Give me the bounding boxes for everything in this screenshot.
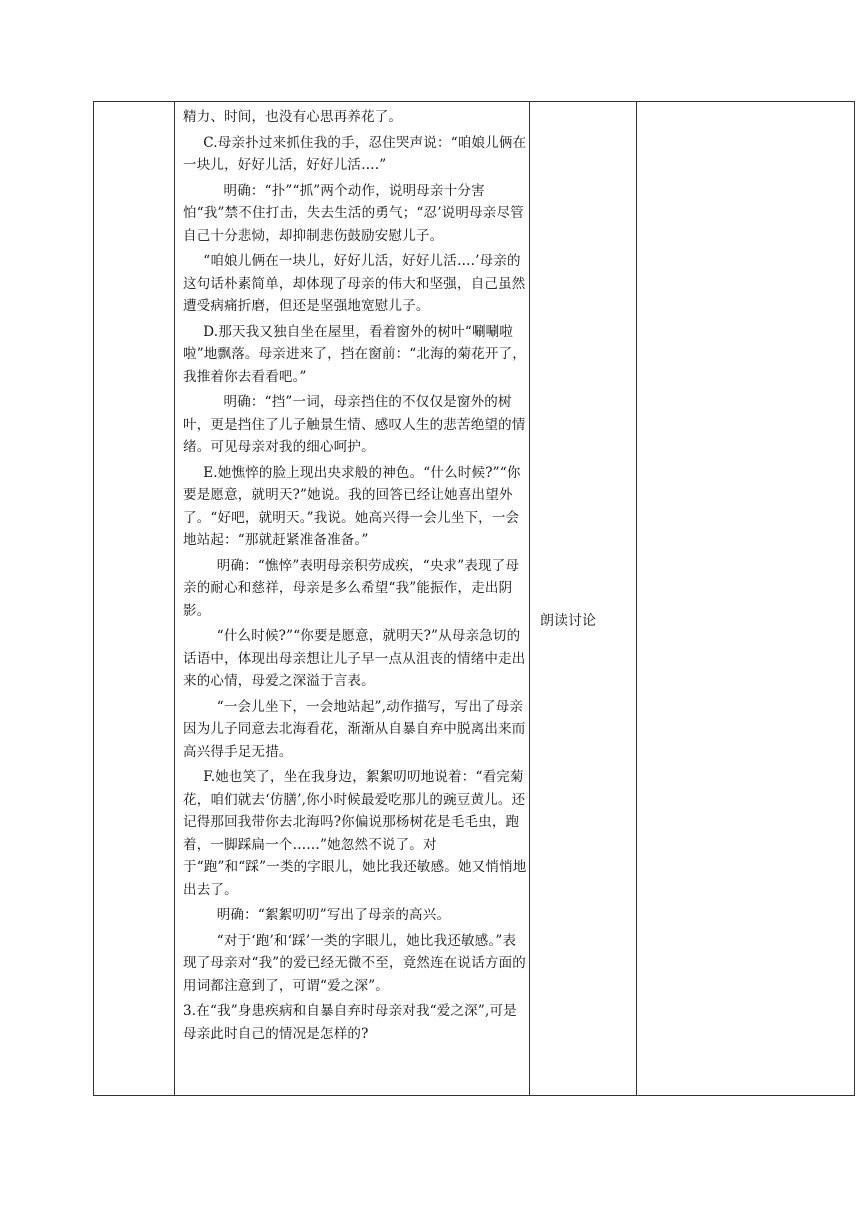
paragraph: 明确：“挡”一词，母亲挡住的不仅仅是窗外的树叶，更是挡住了儿子触景生情、感叹人生的悲苦绝望的情绪。可见母亲对我的细心呵护。 [183, 394, 526, 455]
paragraph: E.她憔悴的脸上现出央求般的神色。“什么时候?”“你要是愿意，就明天?”她说。我的回答已经让她喜出望外了。“好吧，就明天。”我说。她高兴得一会儿坐下，一会地站起：“那就赶紧准备准备。” [183, 464, 521, 548]
paragraph: D.那天我又独自坐在屋里，看着窗外的树叶“唰唰啦啦”地飘落。母亲进来了，挡在窗前：“北海的菊花开了，我推着你去看看吧。” [183, 323, 527, 385]
paragraph: “咱娘儿俩在一块儿，好好儿活，好好儿活….’母亲的这句话朴素简单，却体现了母亲的伟大和坚强，自己虽然遭受病痛折磨，但还是坚强地宽慰儿子。 [183, 253, 526, 314]
lesson-table [93, 101, 855, 1096]
content-body [175, 102, 529, 1045]
table-row [94, 102, 855, 1096]
content-cell [175, 102, 530, 1096]
paragraph: “一会儿坐下，一会地站起”,动作描写，写出了母亲因为儿子同意去北海看花，渐渐从自暴自弃中脱离出来而高兴得手足无措。 [183, 698, 526, 760]
paragraph: 3.在“我”身患疾病和自暴自弃时母亲对我“爱之深”,可是母亲此时自己的情况是怎样的? [183, 1003, 517, 1042]
paragraph: C.母亲扑过来抓住我的手，忍住哭声说：“咱娘儿俩在一块儿，好好儿活，好好儿活….” [183, 134, 527, 173]
activity-cell [530, 102, 637, 1096]
paragraph: 精力、时间，也没有心思再养花了。 [183, 109, 403, 125]
paragraph: 明确：“絮絮叨叨”写出了母亲的高兴。 [216, 907, 451, 923]
paragraph: 明确：“扑”“抓”两个动作，说明母亲十分害怕“我”禁不住打击，失去生活的勇气；“忍’说明母亲尽管自己十分悲恸，却抑制悲伤鼓励安慰儿子。 [183, 182, 524, 244]
paragraph: “对于‘跑’和‘踩’一类的字眼儿，她比我还敏感。”表现了母亲对“我”的爱已经无微不至，竟然连在说话方面的用词都注意到了，可谓“爱之深”。 [183, 932, 527, 994]
empty-cell-right [637, 102, 855, 1096]
empty-cell-left [94, 102, 175, 1096]
paragraph: 明确：“憔悴”表明母亲积劳成疾，“央求”表现了母亲的耐心和慈祥，母亲是多么希望“我”能振作，走出阴影。 [183, 557, 520, 619]
activity-label: 朗读讨论 [540, 612, 596, 629]
paragraph: F.她也笑了，坐在我身边，絮絮叨叨地说着：“看完菊花，咱们就去‘仿膳’,你小时候最爱吃那儿的豌豆黄儿。还记得那回我带你去北海吗?你偏说那杨树花是毛毛虫，跑着，一脚踩扁一个……”她忽然不说了。对于“跑”和“踩”一类的字眼儿，她比我还敏感。她又悄悄地出去了。 [183, 769, 527, 898]
paragraph: “什么时候?”“你要是愿意，就明天?”从母亲急切的话语中，体现出母亲想让儿子早一点从沮丧的情绪中走出来的心情，母爱之深溢于言表。 [183, 628, 526, 689]
